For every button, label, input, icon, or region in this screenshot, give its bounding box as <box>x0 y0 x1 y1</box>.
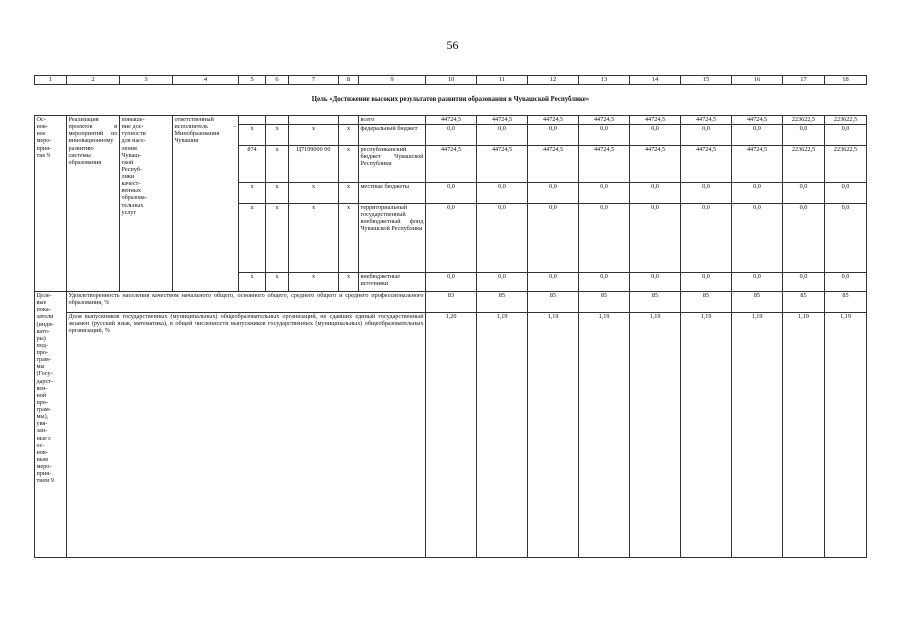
value-cell: 85 <box>579 292 630 313</box>
value-cell: 85 <box>825 292 867 313</box>
indicator-text: Доля выпускников государственных (муниципальных) общеобразовательных организаций, не сдавших единый государственный экзамен (русский язык, математика), в общей численности выпускников государственных (муниципальных) общеобразовательных организаций, % <box>67 313 426 558</box>
value-cell: 0,0 <box>825 204 867 273</box>
activity-name: Реализация проектов и мероприятий по инновационному развитию системы образования <box>67 116 120 292</box>
cell-code <box>266 116 289 125</box>
column-number: 13 <box>579 76 630 85</box>
cell-code: x <box>339 273 359 292</box>
value-cell: 1,19 <box>528 313 579 558</box>
funding-source: республиканский бюджет Чувашской Республики <box>359 146 426 183</box>
value-cell: 0,0 <box>426 125 477 146</box>
column-number: 2 <box>67 76 120 85</box>
value-cell: 0,0 <box>825 125 867 146</box>
value-cell: 44724,5 <box>681 146 732 183</box>
cell-code: x <box>239 273 266 292</box>
cell-code: x <box>289 204 339 273</box>
value-cell: 0,0 <box>681 273 732 292</box>
value-cell: 44724,5 <box>732 146 783 183</box>
value-cell: 1,19 <box>681 313 732 558</box>
column-number: 7 <box>289 76 339 85</box>
value-cell: 85 <box>681 292 732 313</box>
value-cell: 0,0 <box>630 183 681 204</box>
table-row <box>35 116 867 125</box>
cell-code: x <box>339 204 359 273</box>
value-cell: 223622,5 <box>825 116 867 125</box>
column-number: 14 <box>630 76 681 85</box>
value-cell: 1,19 <box>579 313 630 558</box>
value-cell: 0,0 <box>477 125 528 146</box>
cell-code: x <box>266 204 289 273</box>
value-cell: 1,19 <box>783 313 825 558</box>
column-number: 11 <box>477 76 528 85</box>
cell-code: x <box>266 146 289 183</box>
value-cell: 83 <box>426 292 477 313</box>
value-cell: 0,0 <box>681 183 732 204</box>
value-cell: 44724,5 <box>579 146 630 183</box>
targets-label: Целе- вые пока- затели (инди- като- ры) под- про- грам- мы (Госу- дарст- вен- ной про- грам- мы), увя- зан- ные с ос- нов- ным меро- прия- тием 9 <box>35 292 67 558</box>
funding-source: всего <box>359 116 426 125</box>
value-cell: 0,0 <box>528 125 579 146</box>
value-cell: 44724,5 <box>528 116 579 125</box>
value-cell: 44724,5 <box>630 116 681 125</box>
cell-code: x <box>289 183 339 204</box>
value-cell: 0,0 <box>681 125 732 146</box>
value-cell: 0,0 <box>783 183 825 204</box>
value-cell: 0,0 <box>426 183 477 204</box>
column-number: 5 <box>239 76 266 85</box>
cell-code <box>289 116 339 125</box>
cell-code: x <box>289 125 339 146</box>
value-cell: 44724,5 <box>528 146 579 183</box>
activity-executor: ответственный исполнитель – Минобразования Чувашии <box>173 116 239 292</box>
goal-title: Цель «Достижение высоких результатов развития образования в Чувашской Республике» <box>35 85 867 116</box>
value-cell: 0,0 <box>783 125 825 146</box>
indicator-text: Удовлетворенность населения качеством начального общего, основного общего, среднего общего и среднего профессионального образования, % <box>67 292 426 313</box>
target-row <box>35 313 867 558</box>
target-row <box>35 292 867 313</box>
program-table <box>34 75 867 558</box>
value-cell: 0,0 <box>477 204 528 273</box>
value-cell: 0,0 <box>426 204 477 273</box>
cell-code: x <box>266 273 289 292</box>
cell-code <box>339 116 359 125</box>
value-cell: 0,0 <box>732 183 783 204</box>
activity-label: Ос- нов- ное меро- прия- тие 9 <box>35 116 67 292</box>
cell-code: Ц7109000 00 <box>289 146 339 183</box>
value-cell: 0,0 <box>732 125 783 146</box>
value-cell: 0,0 <box>528 183 579 204</box>
value-cell: 0,0 <box>579 204 630 273</box>
column-number: 15 <box>681 76 732 85</box>
funding-source: местные бюджеты <box>359 183 426 204</box>
value-cell: 85 <box>477 292 528 313</box>
value-cell: 0,0 <box>630 273 681 292</box>
value-cell: 0,0 <box>477 183 528 204</box>
value-cell: 44724,5 <box>579 116 630 125</box>
value-cell: 0,0 <box>579 183 630 204</box>
cell-code: x <box>289 273 339 292</box>
value-cell: 44724,5 <box>630 146 681 183</box>
value-cell: 1,19 <box>477 313 528 558</box>
value-cell: 0,0 <box>732 204 783 273</box>
value-cell: 0,0 <box>783 204 825 273</box>
column-number: 10 <box>426 76 477 85</box>
value-cell: 1,19 <box>825 313 867 558</box>
value-cell: 85 <box>732 292 783 313</box>
value-cell: 44724,5 <box>426 146 477 183</box>
goal-row <box>35 85 867 116</box>
value-cell: 223622,5 <box>783 146 825 183</box>
value-cell: 44724,5 <box>426 116 477 125</box>
cell-code: x <box>266 183 289 204</box>
cell-code: 874 <box>239 146 266 183</box>
value-cell: 0,0 <box>426 273 477 292</box>
column-number: 1 <box>35 76 67 85</box>
value-cell: 85 <box>528 292 579 313</box>
column-number: 8 <box>339 76 359 85</box>
value-cell: 1,20 <box>426 313 477 558</box>
value-cell: 44724,5 <box>681 116 732 125</box>
column-number: 9 <box>359 76 426 85</box>
value-cell: 0,0 <box>579 125 630 146</box>
value-cell: 85 <box>630 292 681 313</box>
value-cell: 223622,5 <box>783 116 825 125</box>
value-cell: 44724,5 <box>477 116 528 125</box>
value-cell: 0,0 <box>825 273 867 292</box>
cell-code: x <box>339 183 359 204</box>
value-cell: 0,0 <box>732 273 783 292</box>
value-cell: 44724,5 <box>732 116 783 125</box>
column-number: 17 <box>783 76 825 85</box>
page-number: 56 <box>446 38 459 52</box>
funding-source: территориальный государственный внебюджетный фонд Чувашской Республики <box>359 204 426 273</box>
cell-code: x <box>239 183 266 204</box>
column-number: 3 <box>120 76 173 85</box>
value-cell: 0,0 <box>477 273 528 292</box>
column-number: 18 <box>825 76 867 85</box>
value-cell: 85 <box>783 292 825 313</box>
value-cell: 1,19 <box>630 313 681 558</box>
value-cell: 0,0 <box>681 204 732 273</box>
column-number: 6 <box>266 76 289 85</box>
value-cell: 0,0 <box>528 273 579 292</box>
cell-code: x <box>339 146 359 183</box>
column-number-row <box>35 76 867 85</box>
cell-code <box>239 116 266 125</box>
value-cell: 44724,5 <box>477 146 528 183</box>
value-cell: 223622,5 <box>825 146 867 183</box>
column-number: 16 <box>732 76 783 85</box>
value-cell: 0,0 <box>528 204 579 273</box>
value-cell: 0,0 <box>825 183 867 204</box>
column-number: 4 <box>173 76 239 85</box>
activity-goal: повыше- ние дос- тупности для насе- ления Чуваш- ской Респуб- лики качест- венных образова- тельных услуг <box>120 116 173 292</box>
cell-code: x <box>239 125 266 146</box>
value-cell: 0,0 <box>630 125 681 146</box>
cell-code: x <box>339 125 359 146</box>
cell-code: x <box>266 125 289 146</box>
cell-code: x <box>239 204 266 273</box>
value-cell: 0,0 <box>630 204 681 273</box>
value-cell: 0,0 <box>579 273 630 292</box>
funding-source: внебюджетные источники <box>359 273 426 292</box>
value-cell: 1,19 <box>732 313 783 558</box>
funding-source: федеральный бюджет <box>359 125 426 146</box>
value-cell: 0,0 <box>783 273 825 292</box>
column-number: 12 <box>528 76 579 85</box>
